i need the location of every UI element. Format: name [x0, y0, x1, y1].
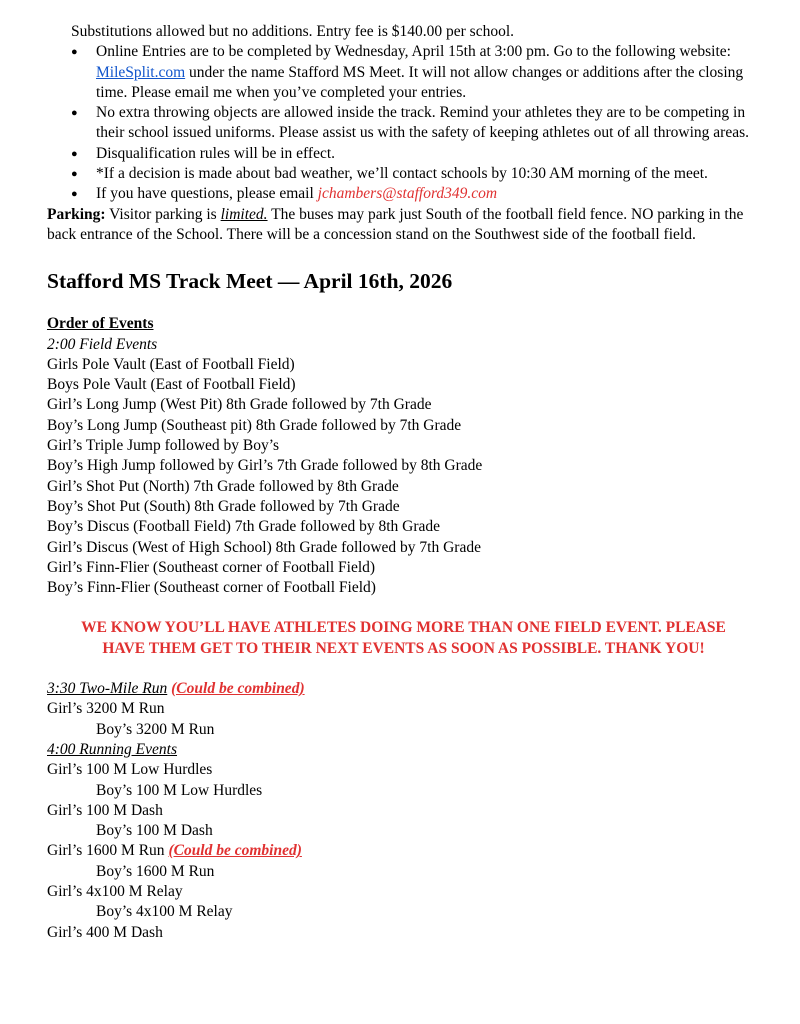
list-item: Girls Pole Vault (East of Football Field)	[47, 355, 295, 373]
online-entries-text: Online Entries are to be completed by Wednesday, April 15th at 3:00 pm. Go to the following website:	[96, 43, 731, 61]
two-mile-heading: 3:30 Two-Mile Run	[47, 680, 168, 698]
intro-line: Substitutions allowed but no additions. Entry fee is $140.00 per school.	[71, 23, 514, 40]
online-entries-item	[71, 42, 760, 103]
notice-line-1: WE KNOW YOU’LL HAVE ATHLETES DOING MORE THAN ONE FIELD EVENT. PLEASE	[81, 619, 726, 637]
parking-text: Visitor parking is	[105, 205, 221, 223]
parking-label: Parking:	[47, 205, 106, 223]
disqualification-item: ● Disqualification rules will be in effect.	[71, 144, 760, 164]
questions-text: If you have questions, please email	[96, 185, 318, 203]
list-item: Boy’s Finn-Flier (Southeast corner of Football Field)	[47, 579, 376, 597]
notice-line-2: HAVE THEM GET TO THEIR NEXT EVENTS AS SOON AS POSSIBLE. THANK YOU!	[102, 639, 705, 657]
field-events-list	[47, 355, 760, 599]
list-item: Boy’s 100 M Dash	[96, 822, 213, 840]
field-event-notice	[47, 618, 760, 659]
list-item: Boy’s Long Jump (Southeast pit) 8th Grade followed by 7th Grade	[47, 416, 462, 434]
list-item: Girl’s Shot Put (North) 7th Grade followed by 8th Grade	[47, 477, 399, 495]
list-item: Boy’s Shot Put (South) 8th Grade followed by 7th Grade	[47, 497, 400, 515]
list-item: Boys Pole Vault (East of Football Field)	[47, 376, 296, 394]
list-item-mile	[47, 841, 760, 861]
list-item: Girl’s Discus (West of High School) 8th Grade followed by 7th Grade	[47, 538, 481, 556]
list-item: Boy’s High Jump followed by Girl’s 7th Grade followed by 8th Grade	[47, 457, 483, 475]
weather-item: ● *If a decision is made about bad weather, we’ll contact schools by 10:30 AM morning of the meet.	[71, 164, 760, 184]
combined-note-2: (Could be combined)	[168, 842, 302, 860]
list-item: Girl’s 3200 M Run	[47, 700, 165, 718]
list-item: Girl’s 100 M Dash	[47, 801, 163, 819]
parking-text-2: The buses may park just South of the football field fence. NO parking in the back entrance of the School. There will be a concession stand on the Southwest side of the football field.	[47, 205, 744, 243]
list-item: Boy’s 3200 M Run	[96, 720, 215, 738]
questions-item	[71, 184, 760, 204]
combined-note: (Could be combined)	[171, 680, 305, 698]
list-item: Girl’s 100 M Low Hurdles	[47, 761, 213, 779]
list-item: Girl’s Long Jump (West Pit) 8th Grade followed by 7th Grade	[47, 396, 432, 414]
order-heading: Order of Events	[47, 315, 154, 333]
milesplit-link[interactable]: MileSplit.com	[96, 63, 186, 81]
list-item: Boy’s Discus (Football Field) 7th Grade followed by 8th Grade	[47, 518, 441, 536]
parking-paragraph	[47, 205, 760, 246]
throwing-item: ● No extra throwing objects are allowed inside the track. Remind your athletes they are to be competing in their school issued uniforms. Please assist us with the safety of keeping athletes out of all throwing areas.	[71, 103, 760, 144]
mile-girls: Girl’s 1600 M Run	[47, 842, 169, 860]
email-link[interactable]: jchambers@stafford349.com	[317, 185, 498, 203]
online-entries-text-2: under the name Stafford MS Meet. It will not allow changes or additions after the closing time. Please email me when you’ve completed your entries.	[96, 63, 744, 101]
parking-limited: limited.	[220, 205, 268, 223]
list-item: Girl’s 4x100 M Relay	[47, 882, 183, 900]
list-item: Boy’s 4x100 M Relay	[96, 903, 233, 921]
page-title: Stafford MS Track Meet — April 16th, 2026	[47, 269, 453, 294]
two-mile-heading-row	[47, 679, 760, 699]
list-item: Girl’s 400 M Dash	[47, 923, 163, 941]
rules-list	[47, 42, 760, 204]
running-events-heading: 4:00 Running Events	[47, 740, 178, 758]
list-item: Boy’s 1600 M Run	[96, 862, 215, 880]
list-item: Boy’s 100 M Low Hurdles	[96, 781, 263, 799]
list-item: Girl’s Finn-Flier (Southeast corner of Football Field)	[47, 558, 376, 576]
field-events-heading: 2:00 Field Events	[47, 335, 158, 353]
list-item: Girl’s Triple Jump followed by Boy’s	[47, 437, 280, 455]
